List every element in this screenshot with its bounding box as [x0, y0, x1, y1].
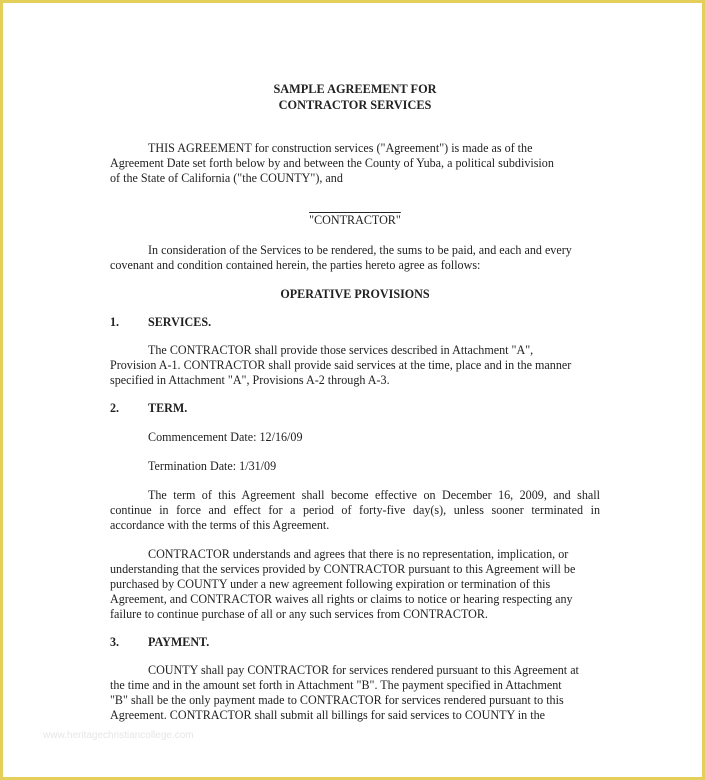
services-paragraph [110, 343, 600, 388]
payment-paragraph [110, 663, 600, 723]
section-number: 2. [110, 401, 120, 415]
consideration-paragraph [110, 243, 600, 273]
section-number: 3. [110, 635, 120, 649]
payment-line-1: COUNTY shall pay CONTRACTOR for services rendered pursuant to this Agreement at [148, 663, 579, 677]
section-payment-heading [110, 635, 600, 650]
term-p2-line-2: understanding that the services provided by CONTRACTOR pursuant to this Agreement will be [110, 562, 576, 576]
watermark-text: www.heritagechristiancollege.com [43, 730, 194, 741]
term-p1-line-3: accordance with the terms of this Agreement. [110, 518, 330, 532]
term-p2-line-3: purchased by COUNTY under a new agreement following expiration or termination of this [110, 577, 551, 591]
payment-line-2: the time and in the amount set forth in Attachment "B". The payment specified in Attachment [110, 678, 562, 692]
term-paragraph-2 [110, 547, 600, 622]
section-services-heading [110, 315, 600, 330]
commencement-date: Commencement Date: 12/16/09 [148, 430, 303, 444]
section-title: SERVICES. [148, 315, 212, 329]
document-page [110, 81, 600, 723]
services-line-3: specified in Attachment "A", Provisions A-2 through A-3. [110, 373, 390, 387]
section-term-heading [110, 401, 600, 416]
term-paragraph-1 [110, 488, 600, 533]
term-p2-line-4: Agreement, and CONTRACTOR waives all rights or claims to notice or hearing respecting any [110, 592, 573, 606]
document-title [110, 81, 600, 113]
payment-line-4: Agreement. CONTRACTOR shall submit all billings for said services to COUNTY in the [110, 708, 545, 722]
contractor-signature-label [110, 213, 600, 228]
term-p2-line-5: failure to continue purchase of all or any such services from CONTRACTOR. [110, 607, 488, 621]
contractor-label: "CONTRACTOR" [309, 213, 401, 227]
consideration-line-2: covenant and condition contained herein, the parties hereto agree as follows: [110, 258, 481, 272]
intro-paragraph [110, 141, 600, 186]
section-title: TERM. [148, 401, 188, 415]
term-p2-line-1: CONTRACTOR understands and agrees that there is no representation, implication, or [148, 547, 569, 561]
services-line-2: Provision A-1. CONTRACTOR shall provide said services at the time, place and in the manner [110, 358, 572, 372]
services-line-1: The CONTRACTOR shall provide those services described in Attachment "A", [148, 343, 534, 357]
title-line-1: SAMPLE AGREEMENT FOR [273, 82, 437, 96]
section-number: 1. [110, 315, 120, 329]
consideration-line-1: In consideration of the Services to be rendered, the sums to be paid, and each and every [148, 243, 572, 257]
term-p1-line-1: The term of this Agreement shall become effective on December 16, 2009, and shall [148, 488, 600, 502]
intro-line-1: THIS AGREEMENT for construction services ("Agreement") is made as of the [148, 141, 533, 155]
section-title: PAYMENT. [148, 635, 210, 649]
term-p1-line-2: continue in force and effect for a period of forty-five day(s), unless sooner terminated in [110, 503, 600, 517]
intro-line-3: of the State of California ("the COUNTY"), and [110, 171, 343, 185]
operative-provisions-heading: OPERATIVE PROVISIONS [280, 287, 430, 301]
termination-date: Termination Date: 1/31/09 [148, 459, 277, 473]
intro-line-2: Agreement Date set forth below by and between the County of Yuba, a political subdivision [110, 156, 554, 170]
title-line-2: CONTRACTOR SERVICES [278, 98, 432, 112]
payment-line-3: "B" shall be the only payment made to CONTRACTOR for services rendered pursuant to this [110, 693, 564, 707]
